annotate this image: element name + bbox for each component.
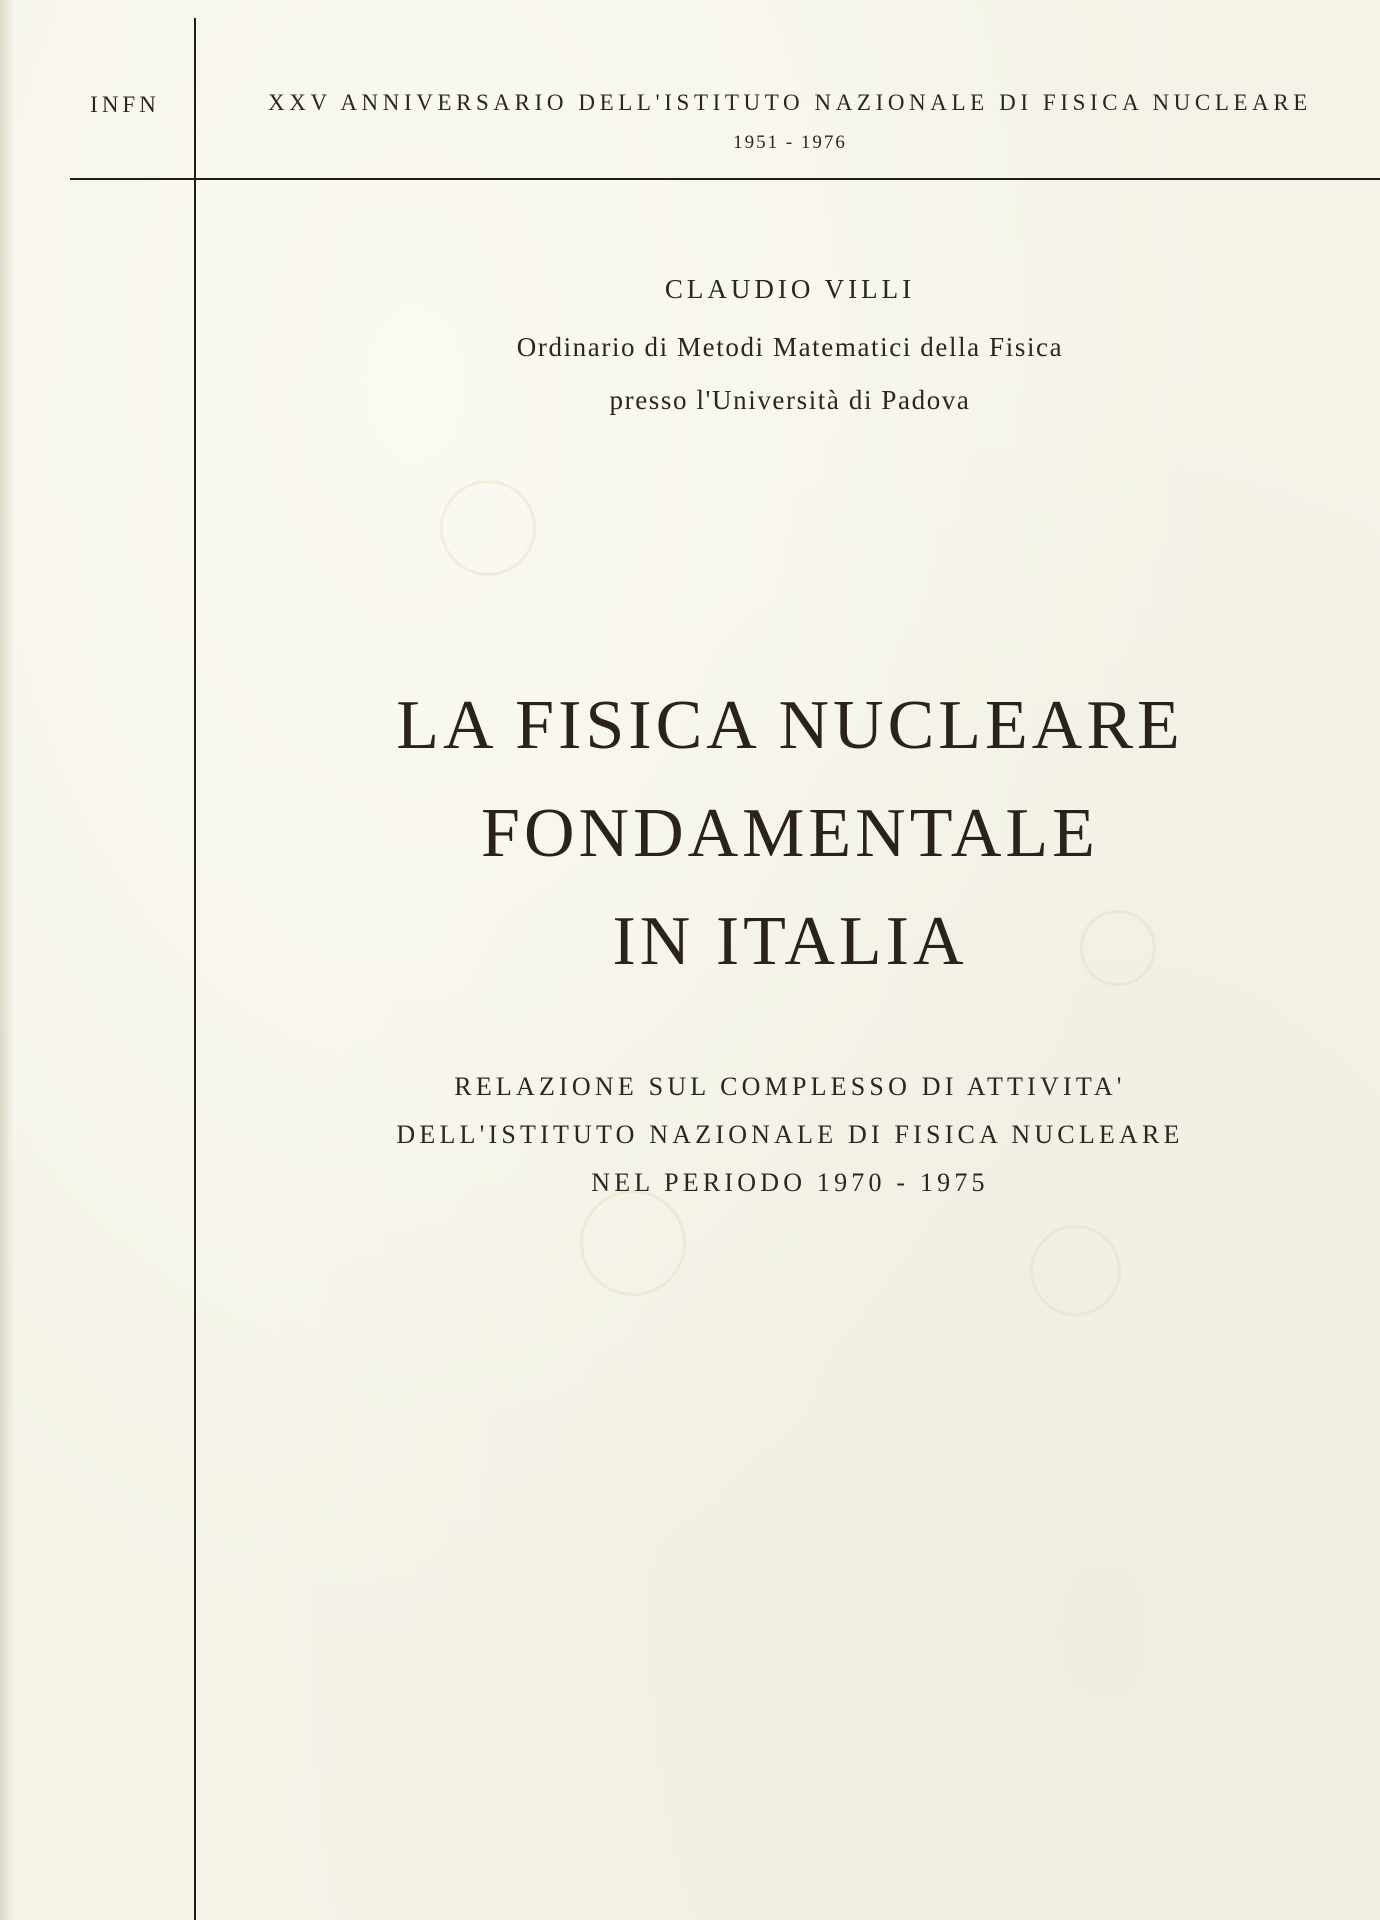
book-title-line-1: LA FISICA NUCLEARE [396,687,1184,764]
paper-stain [440,480,536,576]
book-title-line-3: IN ITALIA [612,903,968,980]
book-subtitle-line-3: NEL PERIODO 1970 - 1975 [591,1168,989,1197]
author-affiliation-line-1: Ordinario di Metodi Matematici della Fisica [516,332,1064,362]
series-code: INFN [90,92,160,117]
paper-stain [580,1190,686,1296]
vertical-rule [194,18,196,1920]
horizontal-rule [70,178,1380,180]
series-years: 1951 - 1976 [733,132,847,153]
book-title-line-2: FONDAMENTALE [481,795,1099,872]
book-subtitle-line-2: DELL'ISTITUTO NAZIONALE DI FISICA NUCLEARE [396,1120,1184,1149]
series-title: XXV ANNIVERSARIO DELL'ISTITUTO NAZIONALE DI FISICA NUCLEARE [268,90,1312,115]
author-affiliation-line-2: presso l'Università di Padova [609,385,971,415]
author-name: CLAUDIO VILLI [664,274,916,304]
cover-edge-shadow [0,0,14,1920]
book-subtitle-line-1: RELAZIONE SUL COMPLESSO DI ATTIVITA' [454,1072,1126,1101]
paper-stain [1030,1225,1121,1316]
